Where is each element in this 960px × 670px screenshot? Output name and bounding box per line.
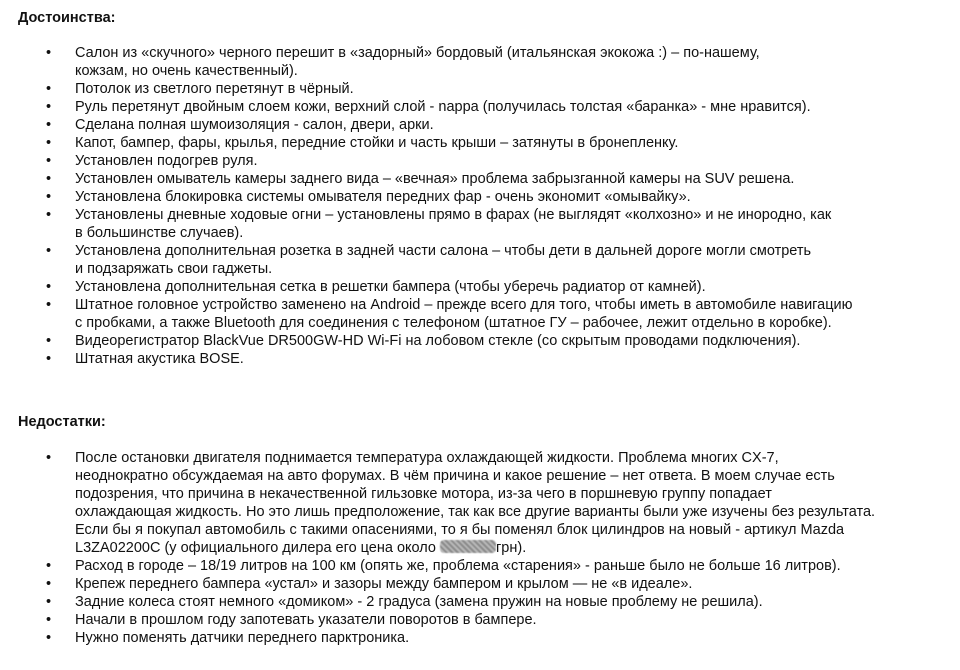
- list-item-text: L3ZA02200C (у официального дилера его цена около: [75, 540, 441, 556]
- list-item: [0, 557, 915, 575]
- advantages-list: [0, 44, 915, 368]
- list-item-line: Штатная акустика BOSE.: [75, 351, 244, 367]
- bullet-icon: •: [46, 558, 52, 574]
- list-item-line: Сделана полная шумоизоляция - салон, двери, арки.: [75, 117, 434, 133]
- list-item: [0, 593, 915, 611]
- list-item-text: грн).: [496, 540, 527, 556]
- advantages-heading: Достоинства:: [18, 10, 116, 26]
- list-item: [0, 278, 915, 296]
- list-item: [0, 98, 915, 116]
- list-item: [0, 188, 915, 206]
- list-item-line: Начали в прошлом году запотевать указатели поворотов в бампере.: [75, 612, 537, 628]
- list-item-line: Установлена дополнительная сетка в решетки бампера (чтобы уберечь радиатор от камней).: [75, 279, 706, 295]
- list-item-line: Установлены дневные ходовые огни – установлены прямо в фарах (не выглядят «колхозно» и не инородно, как: [75, 207, 832, 223]
- list-item: [0, 332, 915, 350]
- list-item-line: Потолок из светлого перетянут в чёрный.: [75, 81, 354, 97]
- list-item-line: Салон из «скучного» черного перешит в «задорный» бордовый (итальянская экокожа :) – по-нашему,: [75, 45, 760, 61]
- list-item-line: Установлена блокировка системы омывателя передних фар - очень экономит «омывайку».: [75, 189, 691, 205]
- bullet-icon: •: [46, 207, 52, 223]
- list-item: [0, 152, 915, 170]
- list-item-line: Установлен подогрев руля.: [75, 153, 258, 169]
- bullet-icon: •: [46, 189, 52, 205]
- list-item: [0, 611, 915, 629]
- list-item: [0, 134, 915, 152]
- list-item-line: Штатное головное устройство заменено на Android – прежде всего для того, чтобы иметь в автомобиле навигацию: [75, 297, 853, 313]
- bullet-icon: •: [46, 117, 52, 133]
- bullet-icon: •: [46, 351, 52, 367]
- list-item-line: Установлен омыватель камеры заднего вида – «вечная» проблема забрызганной камеры на SUV решена.: [75, 171, 795, 187]
- list-item-line: в большинстве случаев).: [75, 225, 244, 241]
- bullet-icon: •: [46, 153, 52, 169]
- list-item: [0, 296, 915, 332]
- bullet-icon: •: [46, 612, 52, 628]
- list-item-line: неоднократно обсуждаемая на авто форумах. В чём причина и какое решение – нет ответа. В моем случае есть: [75, 468, 835, 484]
- list-item-line: Задние колеса стоят немного «домиком» - 2 градуса (замена пружин на новые проблему не решила).: [75, 594, 763, 610]
- list-item: [0, 350, 915, 368]
- bullet-icon: •: [46, 576, 52, 592]
- bullet-icon: •: [46, 45, 52, 61]
- list-item: [0, 206, 915, 242]
- list-item-line: После остановки двигателя поднимается температура охлаждающей жидкости. Проблема многих CX-7,: [75, 450, 779, 466]
- bullet-icon: •: [46, 171, 52, 187]
- list-item: [0, 242, 915, 278]
- list-item: [0, 170, 915, 188]
- list-item-line: Видеорегистратор BlackVue DR500GW-HD Wi-Fi на лобовом стекле (со скрытым проводами подключения).: [75, 333, 801, 349]
- bullet-icon: •: [46, 630, 52, 646]
- list-item: [0, 116, 915, 134]
- list-item-line: Если бы я покупал автомобиль с такими опасениями, то я бы поменял блок цилиндров на новый - артикул Mazda: [75, 522, 845, 538]
- list-item-line: Установлена дополнительная розетка в задней части салона – чтобы дети в дальней дороге могли смотреть: [75, 243, 812, 259]
- list-item-line: Капот, бампер, фары, крылья, передние стойки и часть крыши – затянуты в бронепленку.: [75, 135, 679, 151]
- list-item-line: подозрения, что причина в некачественной гильзовке мотора, из-за чего в поршневую группу попадает: [75, 486, 772, 502]
- list-item: [0, 449, 915, 557]
- list-item-line: Крепеж переднего бампера «устал» и зазоры между бампером и крылом — не «в идеале».: [75, 576, 693, 592]
- list-item-line: Нужно поменять датчики переднего парктроника.: [75, 630, 410, 646]
- list-item-line: охлаждающая жидкость. Но это лишь предположение, так как все другие варианты были уже изучены без результата.: [75, 504, 876, 520]
- list-item-line: с пробками, а также Bluetooth для соединения с телефоном (штатное ГУ – рабочее, лежит отдельно в коробке).: [75, 315, 832, 331]
- list-item: [0, 80, 915, 98]
- list-item-line: Руль перетянут двойным слоем кожи, верхний слой - nappa (получилась толстая «баранка» - мне нравится).: [75, 99, 811, 115]
- bullet-icon: •: [46, 450, 52, 466]
- disadvantages-heading: Недостатки:: [18, 414, 106, 430]
- disadvantages-list: [0, 449, 915, 647]
- bullet-icon: •: [46, 81, 52, 97]
- list-item-line: Расход в городе – 18/19 литров на 100 км (опять же, проблема «старения» - раньше было не больше 16 литров).: [75, 558, 841, 574]
- bullet-icon: •: [46, 243, 52, 259]
- list-item-line: [75, 539, 915, 557]
- bullet-icon: •: [46, 297, 52, 313]
- bullet-icon: •: [46, 594, 52, 610]
- list-item-line: кожзам, но очень качественный).: [75, 63, 298, 79]
- bullet-icon: •: [46, 99, 52, 115]
- bullet-icon: •: [46, 135, 52, 151]
- list-item: [0, 575, 915, 593]
- list-item: [0, 629, 915, 647]
- list-item: [0, 44, 915, 80]
- bullet-icon: •: [46, 279, 52, 295]
- bullet-icon: •: [46, 333, 52, 349]
- redacted-price: [440, 540, 496, 553]
- list-item-line: и подзаряжать свои гаджеты.: [75, 261, 273, 277]
